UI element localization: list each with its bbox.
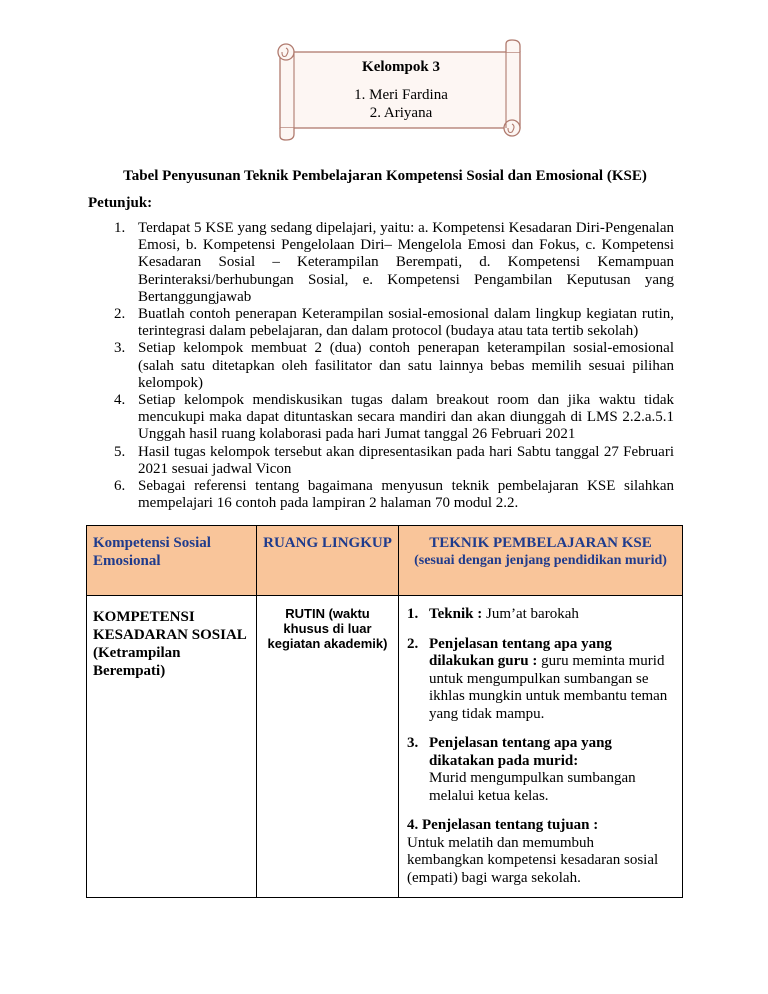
list-item [88, 340, 674, 392]
document-title: Tabel Penyusunan Teknik Pembelajaran Kompetensi Sosial dan Emosional (KSE) [123, 168, 647, 184]
list-item-number: 6. [114, 478, 126, 495]
member-2: 2. Ariyana [369, 105, 433, 121]
instructions-list [88, 220, 674, 512]
teknik-item-label: Teknik : [429, 606, 486, 622]
teknik-item-4-text: Untuk melatih dan memumbuh kembangkan kompetensi kesadaran sosial (empati) bagi warga sekolah. [407, 834, 659, 886]
teknik-item [407, 636, 674, 724]
list-item-text: Terdapat 5 KSE yang sedang dipelajari, yaitu: a. Kompetensi Kesadaran Diri-Pengenalan Emosi, b. Kompetensi Pengelolaan Diri– Mengelola Emosi dan Fokus, c. Kompetensi Kesadaran Sosial – Keterampilan Berempati, d. Kompetensi Kemampuan Berinteraksi/berhubungan Sosial, e. Kompetensi Pengambilan Keputusan yang Bertanggungjawab [138, 220, 674, 305]
teknik-item-number: 3. [407, 735, 419, 751]
cell-teknik [399, 596, 683, 898]
list-item [88, 306, 674, 340]
teknik-item-label: Penjelasan tentang apa yang dilakukan guru : [429, 635, 612, 669]
teknik-item-text: Jum’at barokah [485, 606, 579, 622]
table-row [87, 596, 683, 898]
list-item-text: Setiap kelompok membuat 2 (dua) contoh penerapan keterampilan sosial-emosional (salah satu ditetapkan oleh fasilitator dan satu lainnya bebas memilih sesuai pilihan kelompok) [138, 340, 674, 391]
cell-kompetensi: KOMPETENSI KESADARAN SOSIAL (Ketrampilan Berempati) [87, 596, 257, 898]
instructions-label: Petunjuk: [88, 195, 153, 211]
title-scroll-banner [266, 38, 532, 142]
table-header-row [87, 526, 683, 596]
list-item-number: 4. [114, 392, 126, 409]
group-title: Kelompok 3 [362, 59, 440, 75]
teknik-item [407, 606, 674, 624]
teknik-item-number: 1. [407, 606, 419, 622]
header-teknik-subtitle: (sesuai dengan jenjang pendidikan murid) [414, 553, 667, 568]
list-item [88, 478, 674, 512]
header-teknik-title: TEKNIK PEMBELAJARAN KSE [429, 535, 652, 551]
cell-ruang-lingkup: RUTIN (waktu khusus di luar kegiatan akademik) [257, 596, 399, 898]
teknik-item-4-label: 4. Penjelasan tentang tujuan : [407, 817, 599, 833]
list-item-number: 1. [114, 220, 126, 236]
teknik-item [407, 735, 674, 805]
list-item-text: Setiap kelompok mendiskusikan tugas dalam breakout room dan jika waktu tidak mencukupi maka dapat dituntaskan secara mandiri dan akan diunggah di LMS 2.2.a.5.1 Unggah hasil ruang kolaborasi pada hari Jumat tanggal 26 Februari 2021 [138, 392, 674, 443]
kse-table [86, 525, 683, 898]
header-teknik [399, 526, 683, 596]
teknik-item-label: Penjelasan tentang apa yang dikatakan pada murid: [429, 735, 612, 769]
header-kompetensi: Kompetensi Sosial Emosional [87, 526, 257, 596]
list-item [88, 444, 674, 478]
list-item-text: Hasil tugas kelompok tersebut akan dipresentasikan pada hari Sabtu tanggal 27 Februari 2021 sesuai jadwal Vicon [138, 443, 674, 477]
teknik-item-text: Murid mengumpulkan sumbangan melalui ketua kelas. [429, 770, 636, 804]
teknik-item-text: guru meminta murid untuk mengumpulkan sumbangan se ikhlas mungkin untuk membantu teman yang tidak mampu. [429, 653, 668, 722]
list-item-number: 5. [114, 443, 126, 460]
list-item [88, 392, 674, 444]
list-item-text: Buatlah contoh penerapan Keterampilan sosial-emosional dalam lingkup kegiatan rutin, terintegrasi dalam pebelajaran, dan dalam protocol (budaya atau tata tertib sekolah) [138, 306, 674, 340]
list-item-number: 3. [114, 340, 126, 357]
list-item-number: 2. [114, 306, 126, 323]
header-ruang-lingkup: RUANG LINGKUP [257, 526, 399, 596]
list-item [88, 220, 674, 306]
member-1: 1. Meri Fardina [354, 87, 448, 103]
teknik-item-number: 2. [407, 635, 419, 652]
list-item-text: Sebagai referensi tentang bagaimana menyusun teknik pembelajaran KSE silahkan mempelajari 16 contoh pada lampiran 2 halaman 70 modul 2.2. [138, 478, 674, 512]
teknik-item-4 [407, 817, 674, 887]
